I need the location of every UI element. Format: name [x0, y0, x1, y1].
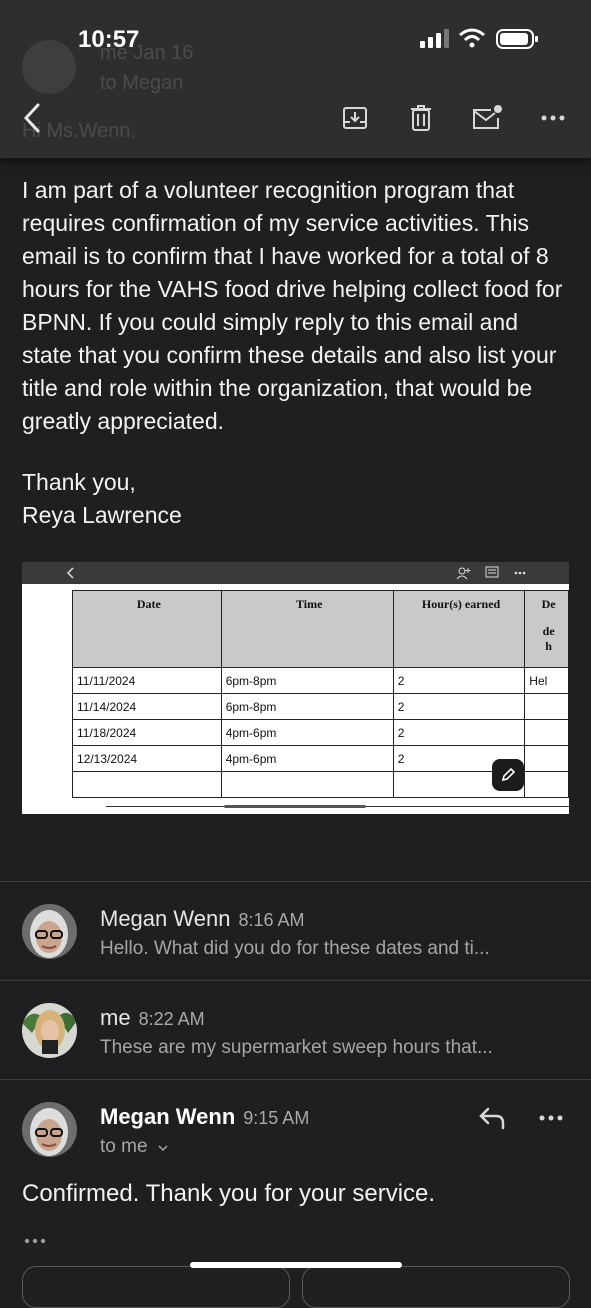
message-snippet: Hello. What did you do for these dates and ti...	[100, 938, 490, 959]
message-time: 8:16 AM	[238, 910, 305, 930]
more-icon	[539, 1114, 563, 1122]
pencil-icon	[500, 767, 516, 783]
wifi-icon	[458, 28, 486, 48]
sender-name: me	[100, 1005, 131, 1030]
embedded-scroll-indicator	[224, 805, 366, 808]
table-row	[73, 668, 569, 694]
mark-unread-icon	[471, 104, 503, 132]
cell-hours: 2	[393, 668, 525, 694]
mark-unread-button[interactable]	[469, 100, 505, 136]
cell-hours: 2	[393, 720, 525, 746]
cell-date: 11/11/2024	[73, 668, 222, 694]
more-icon	[541, 114, 565, 122]
battery-icon	[496, 28, 540, 50]
trash-icon	[409, 104, 433, 132]
column-header-date: Date	[73, 591, 222, 668]
signoff-name: Reya Lawrence	[22, 502, 182, 528]
cell-time: 6pm-8pm	[221, 668, 393, 694]
message-more-button[interactable]	[536, 1110, 566, 1126]
embedded-add-person-icon	[456, 566, 472, 580]
cell-hours: 2	[393, 694, 525, 720]
delete-button[interactable]	[403, 100, 439, 136]
table-header-row	[73, 591, 569, 668]
recipient-label: to me	[100, 1136, 148, 1157]
column-header-description: De de h	[525, 591, 569, 668]
back-button[interactable]	[14, 100, 50, 136]
table-row	[73, 720, 569, 746]
cell-date: 11/18/2024	[73, 720, 222, 746]
status-time: 10:57	[78, 26, 140, 53]
cell-description	[525, 720, 569, 746]
ghost-avatar	[22, 40, 76, 94]
sender-row	[100, 906, 305, 932]
avatar-photo-megan	[22, 904, 77, 959]
column-header-time: Time	[221, 591, 393, 668]
message-time: 9:15 AM	[243, 1108, 310, 1128]
thread-message-collapsed[interactable]	[0, 981, 591, 1079]
forward-action-button[interactable]	[302, 1266, 570, 1308]
email-body: I am part of a volunteer recognition program that requires confirmation of my service activities. This email is to confirm that I have worked for a total of 8 hours for the VAHS food drive helping collect food for BPNN. If you could simply reply to this email and state that you confirm these details and also list your title and role within the organization, that would be greatly appreciated.	[22, 177, 563, 434]
ghost-sender-line: me Jan 16	[100, 42, 194, 64]
avatar	[22, 904, 77, 959]
embedded-comment-icon	[485, 566, 499, 580]
inline-image-attachment[interactable]	[22, 562, 569, 814]
thread-message-collapsed[interactable]	[0, 882, 591, 980]
sender-name: Megan Wenn	[100, 906, 231, 931]
more-options-button[interactable]	[535, 100, 571, 136]
email-signoff	[22, 466, 182, 532]
edit-button	[492, 759, 524, 791]
archive-button[interactable]	[337, 100, 373, 136]
archive-icon	[342, 105, 368, 131]
ghost-greeting: Hi Ms.Wenn,	[22, 120, 137, 142]
cell-time: 6pm-8pm	[221, 694, 393, 720]
reply-icon	[478, 1106, 506, 1130]
recipient-dropdown[interactable]	[100, 1136, 169, 1158]
cell-time: 4pm-6pm	[221, 746, 393, 772]
message-time: 8:22 AM	[138, 1009, 205, 1029]
cell-description	[525, 694, 569, 720]
message-snippet: These are my supermarket sweep hours that...	[100, 1037, 493, 1058]
cell-date: 11/14/2024	[73, 694, 222, 720]
avatar	[22, 1003, 77, 1058]
show-trimmed-content-button[interactable]	[24, 1232, 48, 1250]
embedded-more-icon	[514, 571, 526, 575]
message-body: Confirmed. Thank you for your service.	[22, 1180, 436, 1207]
cell-hours: 2	[393, 746, 525, 772]
avatar-photo-megan	[22, 1102, 77, 1157]
avatar	[22, 1102, 77, 1157]
reply-action-button[interactable]	[22, 1266, 290, 1308]
back-icon	[21, 102, 43, 134]
cell-description: Hel	[525, 668, 569, 694]
home-indicator	[190, 1262, 402, 1268]
embedded-toolbar	[22, 562, 569, 584]
ellipsis-icon	[24, 1237, 48, 1245]
ghost-recipient-line: to Megan	[100, 72, 184, 94]
cell-date: 12/13/2024	[73, 746, 222, 772]
table-row	[73, 694, 569, 720]
chevron-down-icon	[157, 1144, 169, 1152]
cell-time: 4pm-6pm	[221, 720, 393, 746]
sender-name: Megan Wenn	[100, 1104, 236, 1129]
email-toolbar	[0, 0, 591, 158]
signoff-closing: Thank you,	[22, 469, 136, 495]
column-header-hours: Hour(s) earned	[393, 591, 525, 668]
avatar-photo-me	[22, 1003, 77, 1058]
cell-description	[525, 746, 569, 772]
embedded-back-icon	[66, 567, 76, 579]
sender-row	[100, 1104, 309, 1130]
cellular-signal-icon	[420, 28, 452, 48]
sender-row	[100, 1005, 205, 1031]
reply-button[interactable]	[474, 1100, 510, 1136]
